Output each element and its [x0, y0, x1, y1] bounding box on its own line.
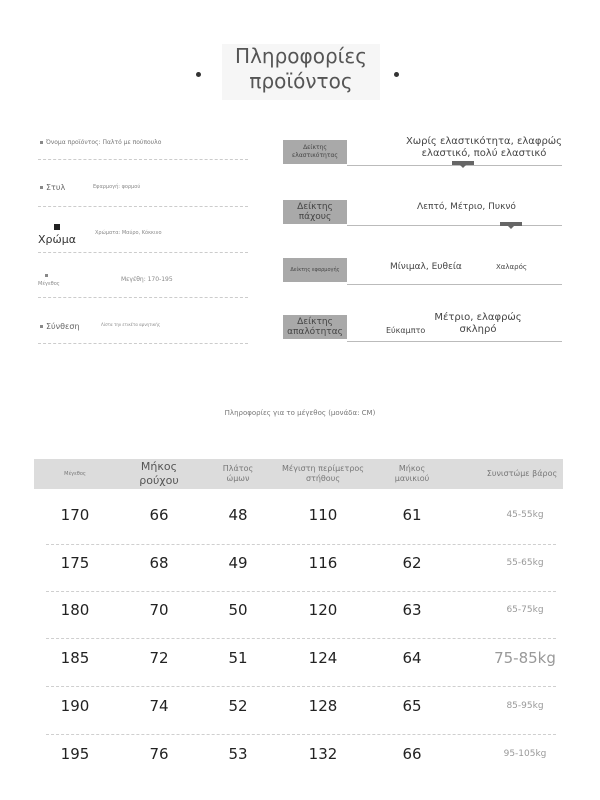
- cell-shoulder: 50: [228, 601, 248, 619]
- bullet-icon: [40, 325, 43, 328]
- cell-sleeve: 66: [402, 745, 422, 763]
- cell-length: 68: [149, 554, 169, 572]
- softness-options-line2: σκληρό: [459, 324, 497, 335]
- fit-index-label: Δείκτης εφαρμογής: [283, 258, 347, 282]
- cell-length: 72: [149, 649, 169, 667]
- cell-chest: 132: [308, 745, 338, 763]
- cell-shoulder: 52: [228, 697, 248, 715]
- cell-length: 74: [149, 697, 169, 715]
- spec-divider: [38, 206, 248, 207]
- row-divider: [46, 591, 556, 592]
- cell-shoulder: 48: [228, 506, 248, 524]
- fit-options: Μίνιμαλ, Ευθεία: [390, 262, 462, 272]
- spec-divider: [38, 343, 248, 344]
- cell-shoulder: 53: [228, 745, 248, 763]
- cell-size: 180: [60, 601, 90, 619]
- cell-sleeve: 64: [402, 649, 422, 667]
- cell-size: 190: [60, 697, 90, 715]
- fit-scale: [347, 284, 562, 285]
- cell-chest: 124: [308, 649, 338, 667]
- spec-color-value: Χρώματα: Μαύρο, Κόκκινο: [95, 230, 162, 236]
- spec-divider: [38, 159, 248, 160]
- spec-divider: [38, 297, 248, 298]
- color-swatch-icon: [54, 224, 60, 230]
- cell-length: 76: [149, 745, 169, 763]
- elasticity-marker-icon: [452, 161, 474, 165]
- softness-options-line1: Μέτριο, ελαφρώς: [434, 312, 522, 323]
- spec-product-name: [40, 139, 161, 146]
- page-title: [222, 44, 380, 100]
- page-title-line1: Πληροφορίες: [235, 44, 367, 68]
- spec-style-value: Εφαρμογή: φορμού: [93, 184, 141, 190]
- header-sleeve: Μήκος μανικιού: [394, 464, 430, 483]
- elasticity-scale: [347, 165, 562, 166]
- softness-scale: [347, 341, 562, 342]
- header-chest: Μέγιστη περίμετρος στήθους: [282, 464, 364, 483]
- elasticity-options-line1: Χωρίς ελαστικότητα, ελαφρώς: [405, 136, 563, 147]
- cell-length: 66: [149, 506, 169, 524]
- thickness-options: Λεπτό, Μέτριο, Πυκνό: [417, 202, 516, 212]
- row-divider: [46, 686, 556, 687]
- title-left-dot: [196, 72, 201, 77]
- header-weight: Συνιστώμε βάρος: [486, 469, 558, 478]
- cell-chest: 116: [308, 554, 338, 572]
- header-shoulder: Πλάτος ώμων: [222, 464, 254, 483]
- softness-flexible-option: Εύκαμπτο: [386, 326, 426, 335]
- header-size: Μέγεθος: [64, 470, 86, 477]
- row-divider: [46, 734, 556, 735]
- thickness-marker-icon: [500, 222, 522, 226]
- cell-weight: 95-105kg: [503, 749, 547, 759]
- spec-style-label-text: Στυλ: [46, 183, 66, 192]
- spec-style-label: [40, 183, 65, 192]
- bullet-icon: [45, 274, 48, 277]
- spec-divider: [38, 252, 248, 253]
- bullet-icon: [40, 141, 43, 144]
- cell-shoulder: 49: [228, 554, 248, 572]
- cell-sleeve: 62: [402, 554, 422, 572]
- cell-length: 70: [149, 601, 169, 619]
- page-title-line2: προϊόντος: [249, 69, 353, 93]
- size-info-heading: Πληροφορίες για το μέγεθος (μονάδα: CM): [224, 409, 376, 417]
- cell-sleeve: 65: [402, 697, 422, 715]
- cell-weight: 65-75kg: [506, 605, 544, 615]
- elasticity-index-label: Δείκτης ελαστικότητας: [283, 140, 347, 164]
- cell-size: 170: [60, 506, 90, 524]
- header-length: Μήκος ρούχου: [139, 460, 179, 487]
- thickness-index-label: Δείκτης πάχους: [283, 200, 347, 224]
- title-right-dot: [394, 72, 399, 77]
- cell-size: 195: [60, 745, 90, 763]
- thickness-scale: [347, 225, 562, 226]
- row-divider: [46, 544, 556, 545]
- spec-color-label: Χρώμα: [38, 233, 76, 246]
- size-table-header: [34, 459, 563, 489]
- softness-options: [428, 312, 528, 336]
- row-divider: [46, 638, 556, 639]
- spec-composition-label-text: Σύνθεση: [46, 322, 80, 331]
- cell-weight: 55-65kg: [506, 558, 544, 568]
- elasticity-options-line2: ελαστικό, πολύ ελαστικό: [421, 148, 547, 159]
- spec-composition-value: Λίστα την ετικέτα αρνητικής: [101, 322, 161, 327]
- cell-size: 185: [60, 649, 90, 667]
- fit-extra-option: Χαλαρός: [496, 263, 528, 271]
- cell-weight: 85-95kg: [506, 701, 544, 711]
- cell-size: 175: [60, 554, 90, 572]
- cell-shoulder: 51: [228, 649, 248, 667]
- cell-chest: 110: [308, 506, 338, 524]
- cell-weight: 45-55kg: [506, 510, 544, 520]
- cell-sleeve: 61: [402, 506, 422, 524]
- spec-composition-label: [40, 322, 80, 331]
- elasticity-options: [404, 136, 564, 160]
- softness-index-label: Δείκτης απαλότητας: [283, 315, 347, 339]
- spec-product-name-text: Όνομα προϊόντος: Παλτό με πούπουλο: [46, 139, 162, 146]
- cell-weight: 75-85kg: [494, 649, 556, 667]
- cell-chest: 128: [308, 697, 338, 715]
- spec-size-value: Μεγέθη: 170-195: [121, 276, 173, 283]
- spec-size-label: Μέγεθος: [38, 281, 60, 287]
- cell-sleeve: 63: [402, 601, 422, 619]
- cell-chest: 120: [308, 601, 338, 619]
- bullet-icon: [40, 186, 43, 189]
